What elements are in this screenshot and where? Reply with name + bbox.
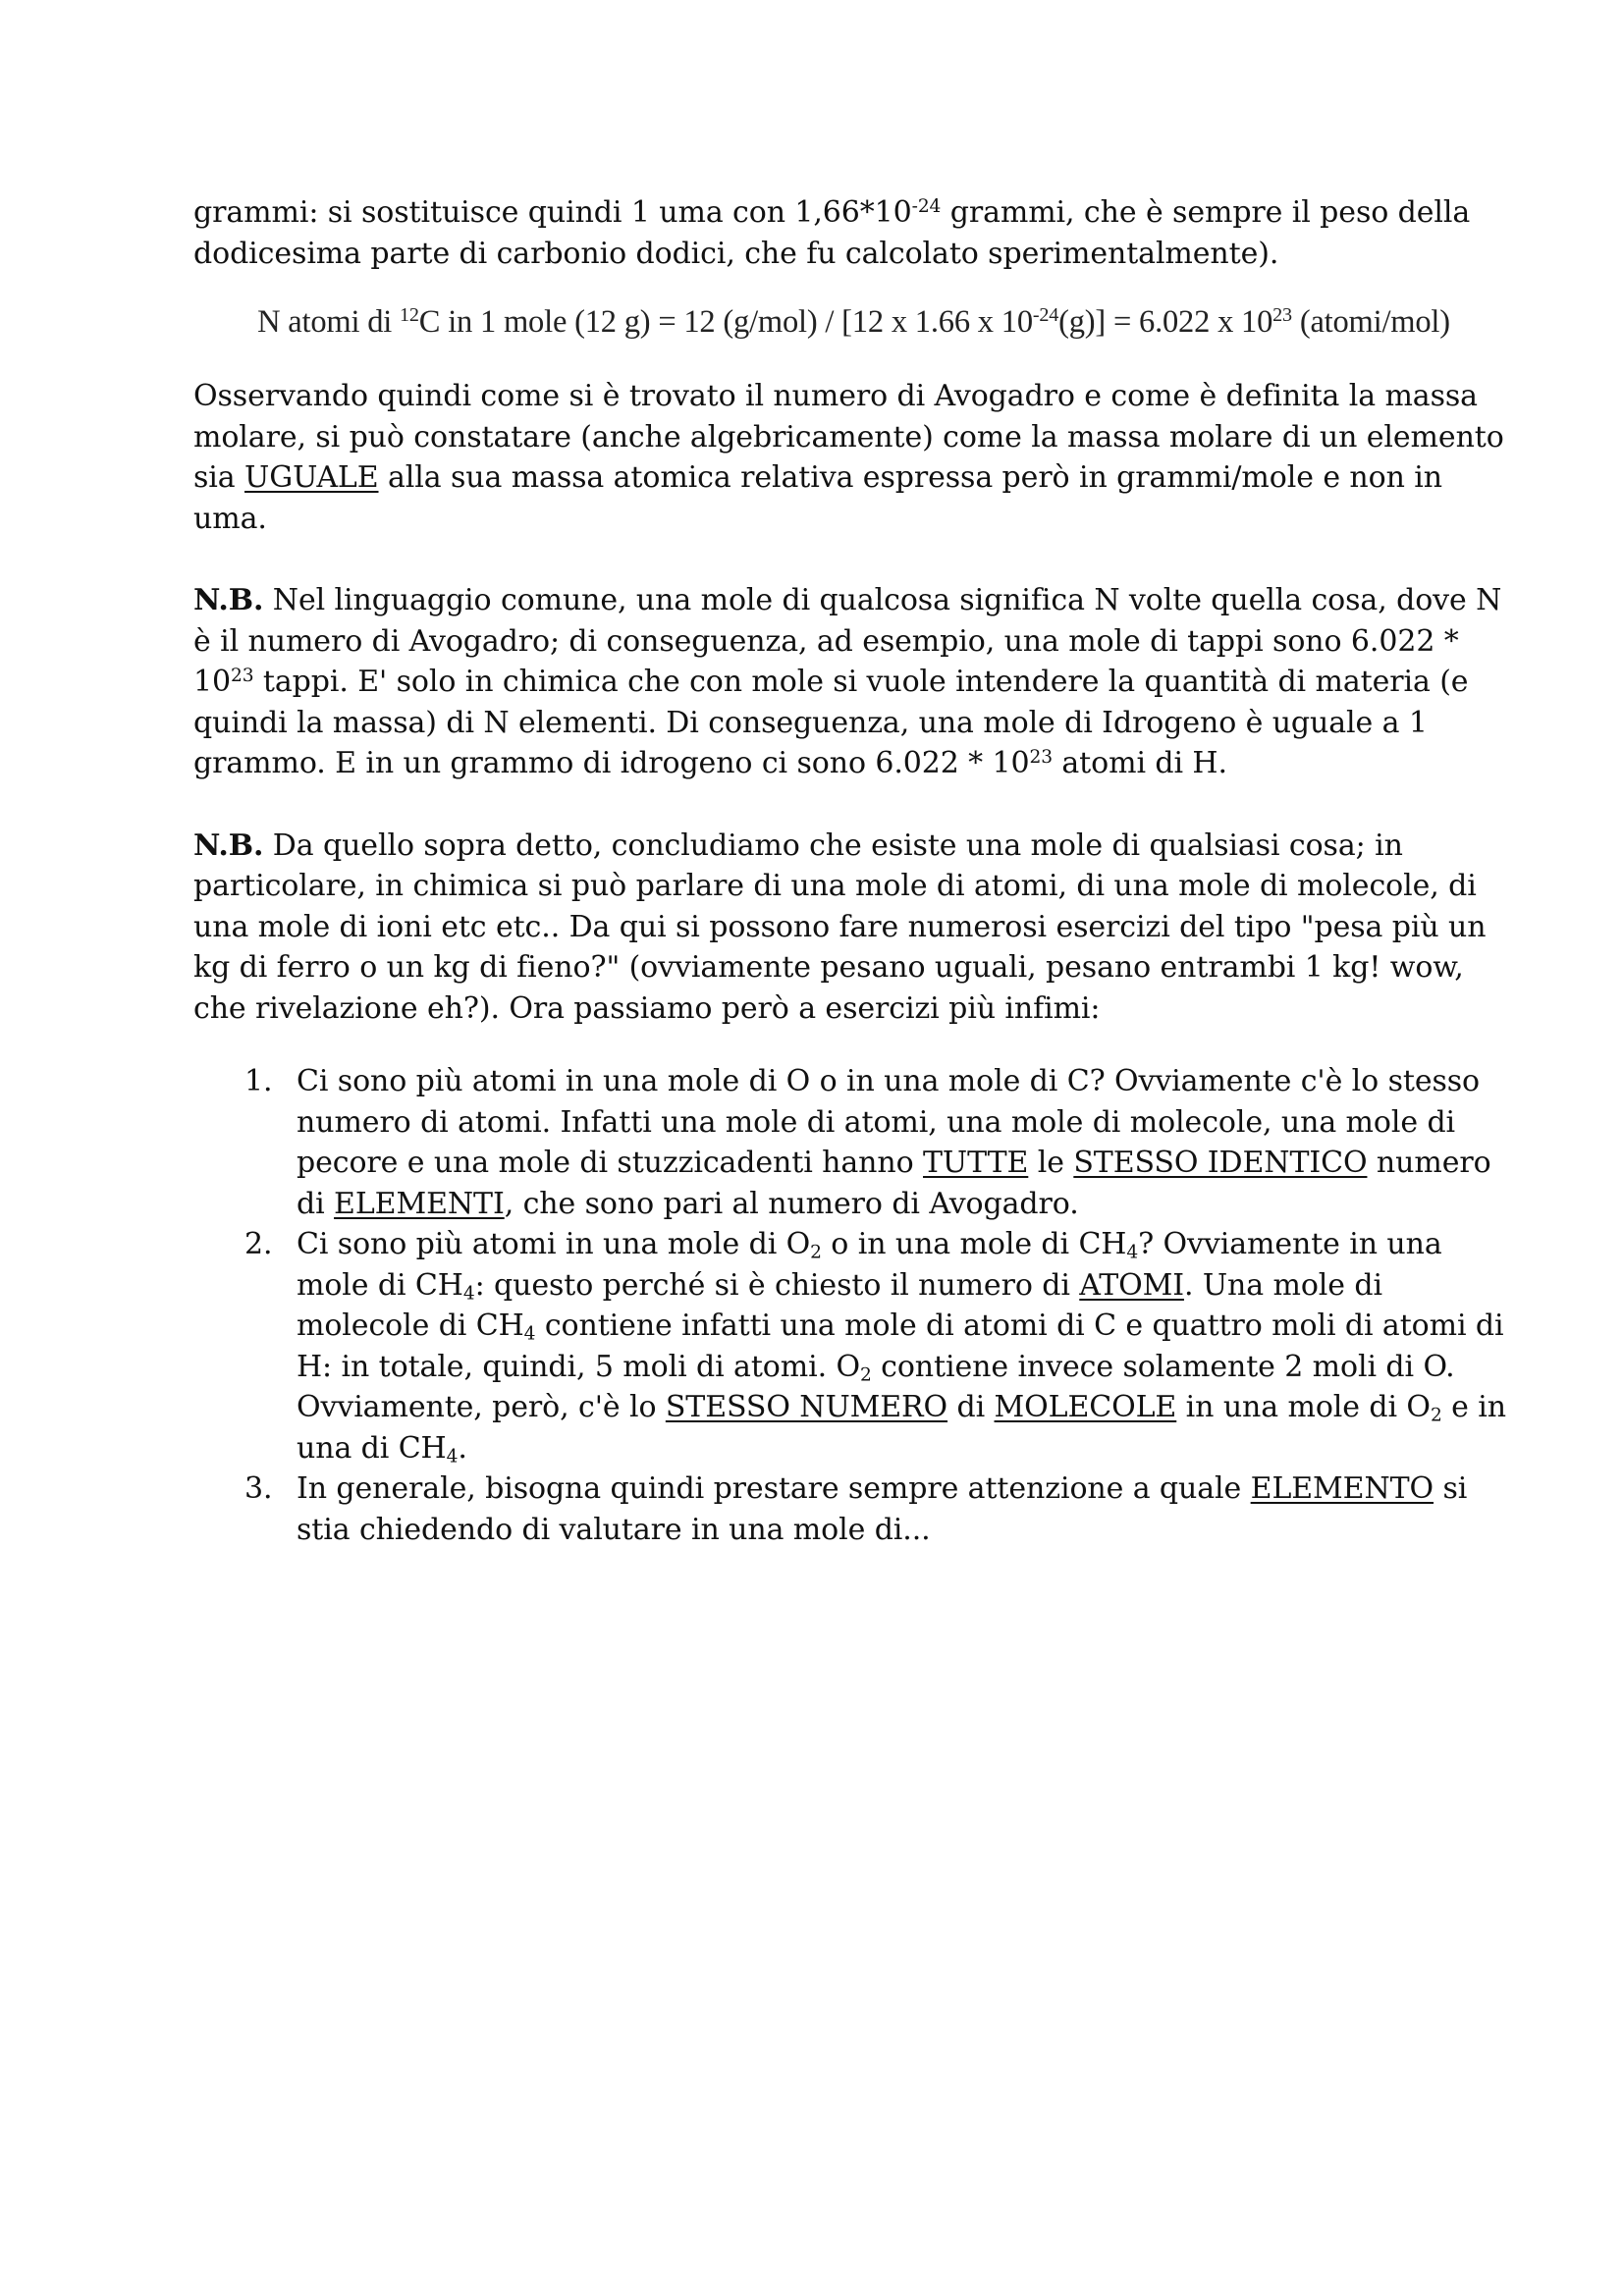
molar-mass-paragraph: Osservando quindi come si è trovato il numero di Avogadro e come è definita la massa molare, si può constatare (anche algebricamente) come la massa molare di un elemento sia UGUALE alla sua massa atomica relativa espressa però in grammi/mole e non in uma. — [193, 379, 1504, 536]
list-item: 3. In generale, bisogna quindi prestare sempre attenzione a quale ELEMENTO si stia chiedendo di valutare in una mole di... — [297, 1468, 1514, 1550]
nb-label: N.B. — [193, 828, 264, 863]
exercise-list — [193, 1061, 1514, 1550]
nb-label: N.B. — [193, 583, 264, 617]
nota-bene-paragraph-2: N.B. Da quello sopra detto, concludiamo che esiste una mole di qualsiasi cosa; in particolare, in chimica si può parlare di una mole di atomi, di una mole di molecole, di una mole di ioni etc etc.. Da qui si possono fare numerosi esercizi del tipo "pesa più un kg di ferro o un kg di fieno?" (ovviamente pesano uguali, pesano entrambi 1 kg! wow, che rivelazione eh?). Ora passiamo però a esercizi più infimi: — [193, 828, 1487, 1026]
list-item: 2. Ci sono più atomi in una mole di $O_2$ o in una mole di $CH_4$? Ovviamente in una mole di $CH_4$: questo perché si è chiesto il numero di ATOMI. Una mole di molecole di $CH_4$ contiene infatti una mole di atomi di C e quattro moli di atomi di H: in totale, quindi, 5 moli di atomi. $O_2$ contiene invece solamente 2 moli di O. Ovviamente, però, c'è lo STESSO NUMERO di MOLECOLE in una mole di $O_2$ e in una di $CH_4$. — [297, 1224, 1514, 1468]
document-page — [193, 192, 1514, 1550]
intro-paragraph: grammi: si sostituisce quindi 1 uma con $1,66*10^{-24}$ grammi, che è sempre il peso della dodicesima parte di carbonio dodici, che fu calcolato sperimentalmente). — [193, 195, 1471, 271]
list-item: 1. Ci sono più atomi in una mole di O o in una mole di C? Ovviamente c'è lo stesso numero di atomi. Infatti una mole di atomi, una mole di molecole, una mole di pecore e una mole di stuzzicadenti hanno TUTTE le STESSO IDENTICO numero di ELEMENTI, che sono pari al numero di Avogadro. — [297, 1061, 1514, 1224]
nota-bene-paragraph-1: N.B. Nel linguaggio comune, una mole di qualcosa significa N volte quella cosa, dove N è il numero di Avogadro; di conseguenza, ad esempio, una mole di tappi sono $6.022 * 10^{23}$ tappi. E' solo in chimica che con mole si vuole intendere la quantità di materia (e quindi la massa) di N elementi. Di conseguenza, una mole di Idrogeno è uguale a 1 grammo. E in un grammo di idrogeno ci sono $6.022 * 10^{23}$ atomi di H. — [193, 583, 1502, 780]
avogadro-formula: N atomi di $^{12}$C in 1 mole (12 g) = 12 (g/mol) / [12 x 1.66 x $10^{-24}(g)] = 6.022$ x $10^{23}$ (atomi/mol) — [257, 303, 1450, 340]
list-number: 1. — [244, 1064, 273, 1098]
list-number: 2. — [244, 1227, 273, 1261]
list-number: 3. — [244, 1471, 273, 1506]
